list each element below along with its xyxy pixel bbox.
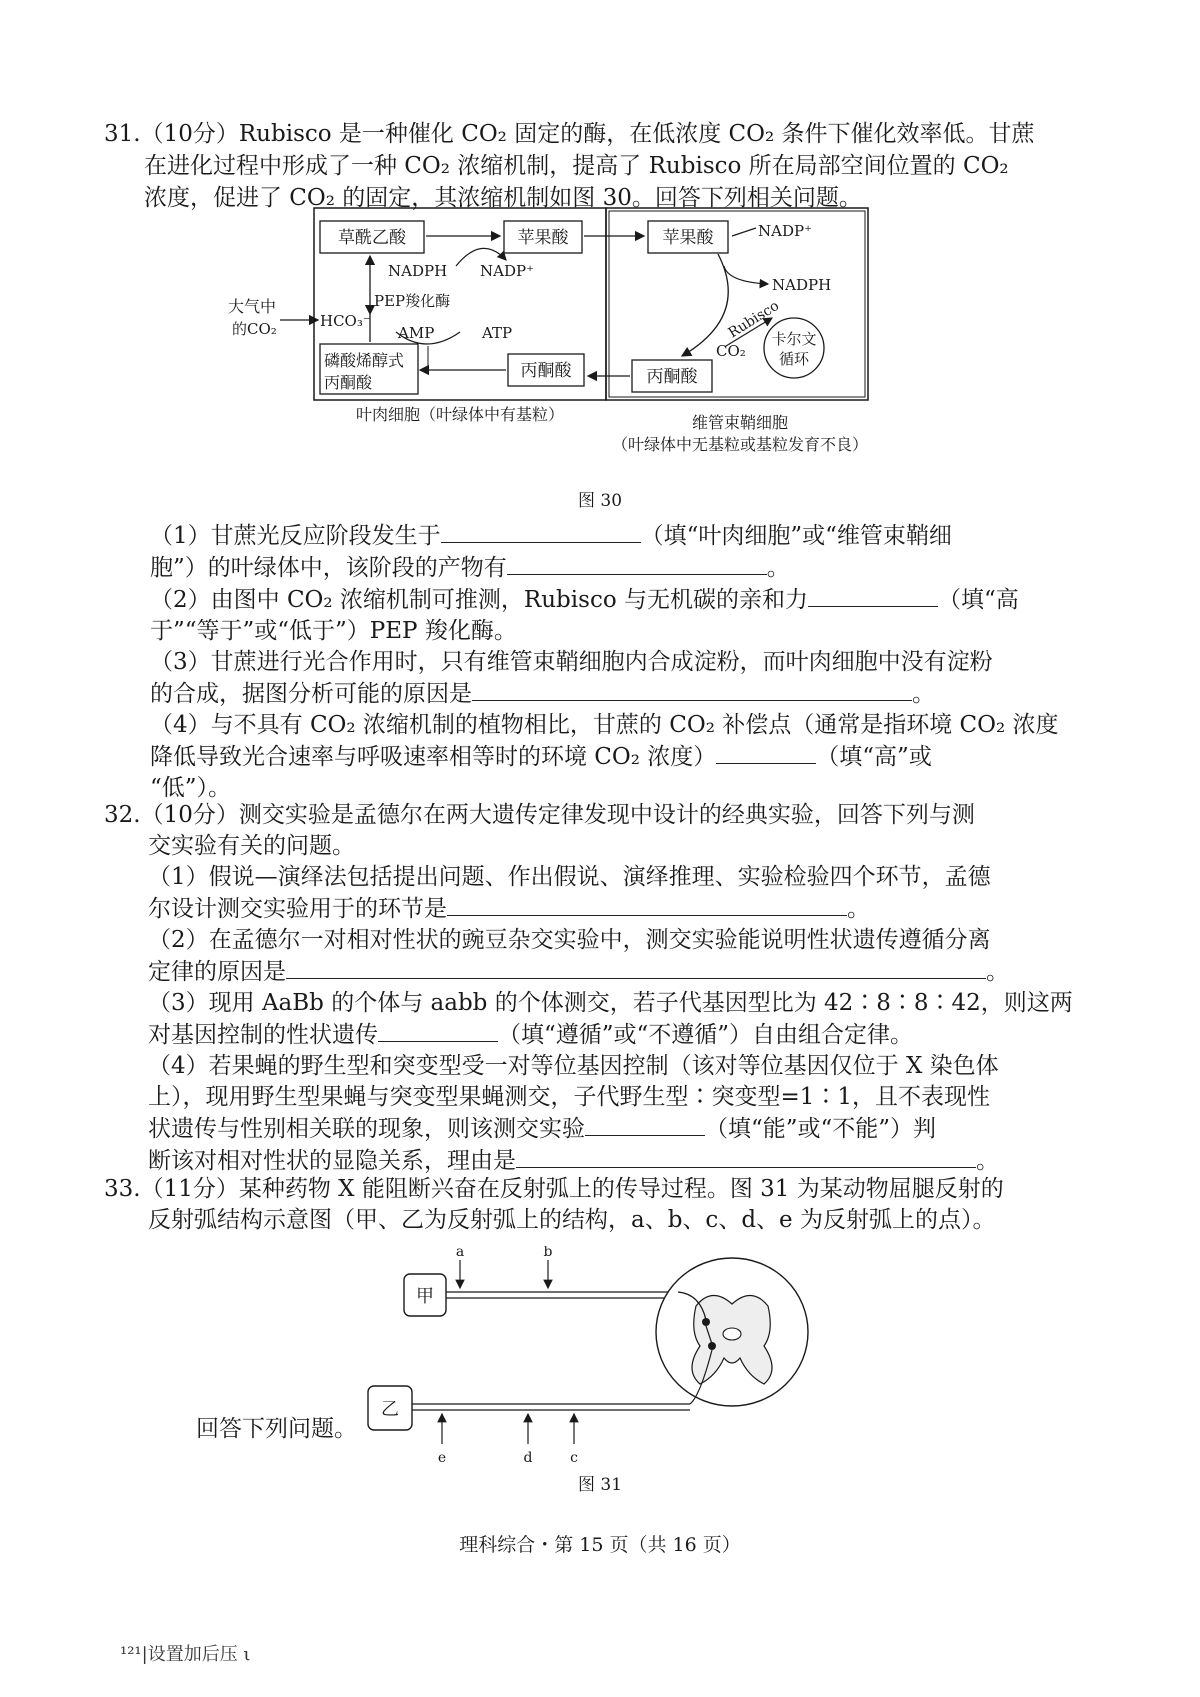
rubisco-label: Rubisco	[725, 297, 782, 342]
page-footer: 理科综合・第 15 页（共 16 页）	[459, 1534, 741, 1556]
atm-co2-label-2: 的CO₂	[232, 320, 277, 338]
q32-score: （10分）	[140, 802, 239, 828]
calvin-cycle-circle	[764, 318, 824, 378]
q32-s4-blank-1[interactable]	[585, 1113, 705, 1136]
question-32	[104, 800, 1104, 1177]
q31-s1: （1）甘蔗光反应阶段发生于 （填“叶肉细胞”或“维管束鞘细	[150, 520, 1110, 552]
pyruvate-right-label: 丙酮酸	[646, 367, 698, 387]
pep-label-2: 丙酮酸	[324, 373, 373, 392]
q31-intro-line-3: 浓度，促进了 CO₂ 的固定，其浓缩机制如图 30。回答下列相关问题。	[144, 185, 862, 211]
q32-s2-cont: 定律的原因是 。	[148, 956, 1104, 988]
co2-right-label: CO₂	[716, 342, 746, 360]
pyruvate-left-label: 丙酮酸	[520, 361, 572, 381]
structure-jia-label: 甲	[416, 1286, 434, 1307]
q32-s3-blank[interactable]	[378, 1019, 498, 1042]
q31-score: （10分）	[140, 121, 239, 147]
bundle-sheath-label-1: 维管束鞘细胞	[691, 413, 789, 432]
q32-s3: （3）现用 AaBb 的个体与 aabb 的个体测交，若子代基因型比为 42∶8∶8∶42，则这两	[148, 990, 1073, 1016]
nadp-right-label: NADP⁺	[758, 222, 812, 240]
q32-s2: （2）在孟德尔一对相对性状的豌豆杂交实验中，测交实验能说明性状遗传遵循分离	[148, 927, 991, 953]
question-33	[104, 1174, 1104, 1236]
q31-intro	[104, 118, 1104, 150]
bottom-scribble: ¹²¹|设置加后压 ι	[120, 1644, 251, 1665]
q32-s1-cont: 尔设计测交实验用于的环节是 。	[148, 893, 1104, 925]
q33-intro-line-2: 反射弧结构示意图（甲、乙为反射弧上的结构，a、b、c、d、e 为反射弧上的点）。	[148, 1207, 996, 1233]
q32-s2-blank[interactable]	[286, 956, 986, 979]
point-c-label: c	[570, 1450, 578, 1466]
point-b-label: b	[543, 1246, 553, 1260]
point-d-label: d	[523, 1450, 533, 1466]
q31-number: 31.	[104, 121, 141, 147]
malate-left-label: 苹果酸	[517, 228, 569, 248]
q31-s4-end: “低”）。	[150, 775, 232, 801]
q31-s1-cont: 胞”）的叶绿体中，该阶段的产物有 。	[150, 552, 1110, 584]
mesophyll-label: 叶肉细胞（叶绿体中有基粒）	[355, 405, 565, 424]
q33-answer-prompt: 回答下列问题。	[196, 1416, 357, 1442]
structure-yi-label: 乙	[381, 1399, 399, 1420]
q31-s3-blank[interactable]	[472, 678, 912, 701]
q31-s1-blank-2[interactable]	[507, 552, 767, 575]
bundle-sheath-label-2: （叶绿体中无基粒或基粒发育不良）	[611, 435, 869, 454]
q31-s3-cont: 的合成，据图分析可能的原因是 。	[150, 678, 1110, 710]
q32-s4: （4）若果蝇的野生型和突变型受一对等位基因控制（该对等位基因仅位于 X 染色体	[148, 1053, 999, 1079]
figure-30-caption: 图 30	[577, 491, 623, 511]
q31-s4: （4）与不具有 CO₂ 浓缩机制的植物相比，甘蔗的 CO₂ 补偿点（通常是指环境 CO₂ 浓度	[150, 712, 1059, 738]
atp-label: ATP	[482, 324, 513, 342]
q32-intro-line-2: 交实验有关的问题。	[148, 833, 355, 859]
pepc-label: PEP羧化酶	[374, 292, 451, 310]
q32-number: 32.	[104, 802, 141, 828]
q32-s4-line-3: 状遗传与性别相关联的现象，则该测交实验 （填“能”或“不能”）判	[148, 1113, 1104, 1145]
q31-intro-line-1: Rubisco 是一种催化 CO₂ 固定的酶，在低浓度 CO₂ 条件下催化效率低。甘蔗	[238, 121, 1035, 147]
q32-s3-cont: 对基因控制的性状遗传 （填“遵循”或“不遵循”）自由组合定律。	[148, 1019, 1104, 1051]
q31-s4-cont: 降低导致光合速率与呼吸速率相等时的环境 CO₂ 浓度） （填“高”或	[150, 741, 1110, 773]
q31-s2-cont: 于”“等于”或“低于”）PEP 羧化酶。	[150, 618, 517, 644]
q32-s1: （1）假说—演绎法包括提出问题、作出假说、演绎推理、实验检验四个环节，孟德	[148, 864, 991, 890]
q33-score: （11分）	[140, 1176, 239, 1202]
figure-30	[220, 206, 920, 476]
q33-number: 33.	[104, 1176, 141, 1202]
q31-s2: （2）由图中 CO₂ 浓缩机制可推测，Rubisco 与无机碳的亲和力 （填“高	[150, 584, 1110, 616]
q32-s1-blank[interactable]	[447, 893, 847, 916]
amp-label: AMP	[398, 324, 435, 342]
q31-s3: （3）甘蔗进行光合作用时，只有维管束鞘细胞内合成淀粉，而叶肉细胞中没有淀粉	[150, 649, 993, 675]
hco3-label: HCO₃⁻	[320, 312, 371, 330]
q31-s1-blank-1[interactable]	[441, 520, 641, 543]
atm-co2-label-1: 大气中	[228, 297, 277, 316]
q32-s4-line-4: 断该对相对性状的显隐关系，理由是 。	[148, 1145, 1104, 1177]
q32-s4-blank-2[interactable]	[516, 1145, 976, 1168]
figure-31-caption: 图 31	[577, 1475, 623, 1495]
question-31	[104, 118, 1104, 214]
q31-intro-line-2: 在进化过程中形成了一种 CO₂ 浓缩机制，提高了 Rubisco 所在局部空间位置的 CO₂	[144, 153, 1009, 179]
oaa-label: 草酰乙酸	[338, 228, 406, 248]
malate-right-label: 苹果酸	[662, 228, 714, 248]
q32-intro-line-1: 测交实验是孟德尔在两大遗传定律发现中设计的经典实验，回答下列与测	[238, 802, 975, 828]
q31-s2-blank[interactable]	[808, 584, 938, 607]
point-e-label: e	[437, 1450, 447, 1466]
calvin-label-1: 卡尔文	[771, 330, 817, 348]
nadp-left-label: NADP⁺	[480, 262, 534, 280]
nadph-left-label: NADPH	[388, 262, 448, 280]
point-a-label: a	[455, 1246, 465, 1260]
nadph-right-label: NADPH	[772, 276, 832, 294]
calvin-label-2: 循环	[778, 350, 810, 368]
q32-s4-line-2: 上），现用野生型果蝇与突变型果蝇测交，子代野生型∶突变型=1∶1，且不表现性	[148, 1084, 991, 1110]
pep-label-1: 磷酸烯醇式	[324, 351, 405, 370]
q31-s4-blank[interactable]	[716, 741, 816, 764]
q31-subquestions	[150, 520, 1110, 804]
figure-31	[360, 1246, 840, 1476]
q33-intro-line-1: 某种药物 X 能阻断兴奋在反射弧上的传导过程。图 31 为某动物屈腿反射的	[238, 1176, 1004, 1202]
